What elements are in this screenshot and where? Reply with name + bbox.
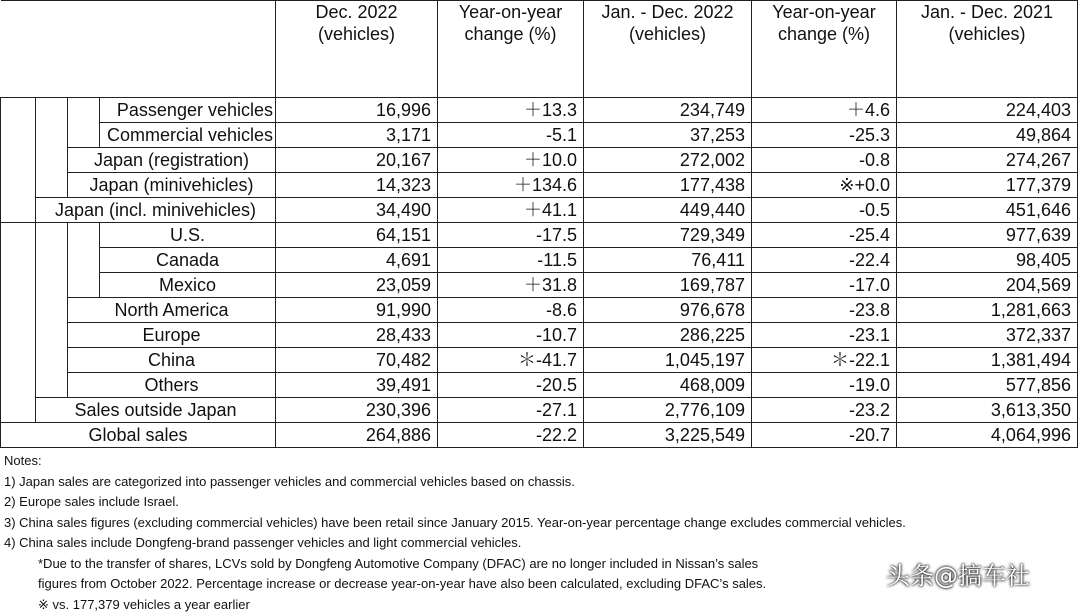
indent-cell xyxy=(36,298,68,323)
cell-value: -20.5 xyxy=(438,373,584,398)
cell-value: -22.4 xyxy=(752,248,897,273)
cell-value: ＋13.3 xyxy=(438,98,584,123)
indent-cell xyxy=(36,98,68,123)
cell-value: 3,225,549 xyxy=(584,423,752,448)
indent-cell xyxy=(36,148,68,173)
row-label: Japan (minivehicles) xyxy=(68,173,276,198)
indent-cell xyxy=(1,323,36,348)
cell-value: -17.0 xyxy=(752,273,897,298)
cell-value: 729,349 xyxy=(584,223,752,248)
table-row xyxy=(1,98,1078,123)
row-label: U.S. xyxy=(100,223,276,248)
cell-value: 4,064,996 xyxy=(897,423,1078,448)
indent-cell xyxy=(1,123,36,148)
table-row xyxy=(1,273,1078,298)
cell-value: 16,996 xyxy=(276,98,438,123)
table-row xyxy=(1,248,1078,273)
cell-value: 14,323 xyxy=(276,173,438,198)
cell-value: -10.7 xyxy=(438,323,584,348)
indent-cell xyxy=(36,373,68,398)
cell-value: 264,886 xyxy=(276,423,438,448)
note-item: 2) Europe sales include Israel. xyxy=(4,492,1080,513)
cell-value: 4,691 xyxy=(276,248,438,273)
notes-title: Notes: xyxy=(4,451,1080,472)
cell-value: -25.3 xyxy=(752,123,897,148)
cell-value: 98,405 xyxy=(897,248,1078,273)
cell-value: 28,433 xyxy=(276,323,438,348)
row-label: China xyxy=(68,348,276,373)
indent-cell xyxy=(36,123,68,148)
indent-cell xyxy=(68,223,100,248)
cell-value: -27.1 xyxy=(438,398,584,423)
cell-value: -23.2 xyxy=(752,398,897,423)
cell-value: -23.8 xyxy=(752,298,897,323)
cell-value: ＊-41.7 xyxy=(438,348,584,373)
indent-cell xyxy=(68,98,100,123)
cell-value: 3,171 xyxy=(276,123,438,148)
row-label: Canada xyxy=(100,248,276,273)
cell-value: 1,281,663 xyxy=(897,298,1078,323)
cell-value: ＋31.8 xyxy=(438,273,584,298)
watermark: 头条@搞车社 xyxy=(886,556,1030,591)
cell-value: 451,646 xyxy=(897,198,1078,223)
indent-cell xyxy=(36,248,68,273)
cell-value: -11.5 xyxy=(438,248,584,273)
table-row xyxy=(1,398,1078,423)
indent-cell xyxy=(1,373,36,398)
indent-cell xyxy=(36,348,68,373)
col-header-jan-dec-2021: Jan. - Dec. 2021 (vehicles) xyxy=(897,1,1078,98)
cell-value: 577,856 xyxy=(897,373,1078,398)
indent-cell xyxy=(1,248,36,273)
cell-value: ＋41.1 xyxy=(438,198,584,223)
table-row xyxy=(1,348,1078,373)
cell-value: 76,411 xyxy=(584,248,752,273)
table-row xyxy=(1,423,1078,448)
cell-value: 204,569 xyxy=(897,273,1078,298)
row-label: North America xyxy=(68,298,276,323)
cell-value: -0.5 xyxy=(752,198,897,223)
row-label: Global sales xyxy=(1,423,276,448)
cell-value: ※+0.0 xyxy=(752,173,897,198)
indent-cell xyxy=(68,273,100,298)
cell-value: 39,491 xyxy=(276,373,438,398)
cell-value: 274,267 xyxy=(897,148,1078,173)
asterisk-note: *Due to the transfer of shares, LCVs sold by Dongfeng Automotive Company (DFAC) are no longer included in Nissan’s sales xyxy=(4,554,1080,575)
cell-value: -17.5 xyxy=(438,223,584,248)
indent-cell xyxy=(1,98,36,123)
indent-cell xyxy=(36,323,68,348)
cell-value: 177,379 xyxy=(897,173,1078,198)
cell-value: 169,787 xyxy=(584,273,752,298)
cell-value: ＋10.0 xyxy=(438,148,584,173)
col-header-dec-2022: Dec. 2022 (vehicles) xyxy=(276,1,438,98)
cell-value: -19.0 xyxy=(752,373,897,398)
indent-cell xyxy=(68,123,100,148)
row-label: Japan (registration) xyxy=(68,148,276,173)
indent-cell xyxy=(1,223,36,248)
cell-value: -5.1 xyxy=(438,123,584,148)
cell-value: 230,396 xyxy=(276,398,438,423)
indent-cell xyxy=(1,298,36,323)
cell-value: 1,381,494 xyxy=(897,348,1078,373)
cell-value: 272,002 xyxy=(584,148,752,173)
cell-value: 3,613,350 xyxy=(897,398,1078,423)
table-row xyxy=(1,148,1078,173)
row-label: Mexico xyxy=(100,273,276,298)
cell-value: -25.4 xyxy=(752,223,897,248)
indent-cell xyxy=(1,198,36,223)
row-label: Others xyxy=(68,373,276,398)
note-item: 3) China sales figures (excluding commercial vehicles) have been retail since January 2015. Year-on-year percentage change excludes commercial vehicles. xyxy=(4,513,1080,534)
cell-value: -20.7 xyxy=(752,423,897,448)
cell-value: 23,059 xyxy=(276,273,438,298)
cell-value: -8.6 xyxy=(438,298,584,323)
table-row xyxy=(1,323,1078,348)
cell-value: ＋4.6 xyxy=(752,98,897,123)
table-row xyxy=(1,223,1078,248)
indent-cell xyxy=(36,273,68,298)
indent-cell xyxy=(1,398,36,423)
cell-value: -23.1 xyxy=(752,323,897,348)
indent-cell xyxy=(1,348,36,373)
cell-value: 34,490 xyxy=(276,198,438,223)
cell-value: 372,337 xyxy=(897,323,1078,348)
col-header-yoy-dec: Year-on-year change (%) xyxy=(438,1,584,98)
cell-value: ＋134.6 xyxy=(438,173,584,198)
cell-value: -22.2 xyxy=(438,423,584,448)
cell-value: 70,482 xyxy=(276,348,438,373)
cell-value: 976,678 xyxy=(584,298,752,323)
note-item: 1) Japan sales are categorized into passenger vehicles and commercial vehicles based on chassis. xyxy=(4,472,1080,493)
cell-value: 20,167 xyxy=(276,148,438,173)
row-label: Commercial vehicles xyxy=(100,123,276,148)
row-label: Europe xyxy=(68,323,276,348)
table-row xyxy=(1,373,1078,398)
note-item: 4) China sales include Dongfeng-brand passenger vehicles and light commercial vehicles. xyxy=(4,533,1080,554)
indent-cell xyxy=(36,173,68,198)
table-row xyxy=(1,198,1078,223)
cell-value: 449,440 xyxy=(584,198,752,223)
row-label: Passenger vehicles xyxy=(100,98,276,123)
indent-cell xyxy=(36,223,68,248)
indent-cell xyxy=(1,173,36,198)
cell-value: 37,253 xyxy=(584,123,752,148)
cell-value: 177,438 xyxy=(584,173,752,198)
cell-value: 224,403 xyxy=(897,98,1078,123)
indent-cell xyxy=(68,248,100,273)
cell-value: 977,639 xyxy=(897,223,1078,248)
header-row xyxy=(1,1,1078,98)
reference-mark-note: ※ vs. 177,379 vehicles a year earlier xyxy=(4,595,1080,615)
cell-value: 468,009 xyxy=(584,373,752,398)
col-header-yoy-year: Year-on-year change (%) xyxy=(752,1,897,98)
asterisk-note-cont: figures from October 2022. Percentage increase or decrease year-on-year have also been calculated, excluding DFAC’s sales. xyxy=(4,574,1080,595)
table-row xyxy=(1,298,1078,323)
cell-value: -0.8 xyxy=(752,148,897,173)
indent-cell xyxy=(1,148,36,173)
cell-value: 64,151 xyxy=(276,223,438,248)
cell-value: 2,776,109 xyxy=(584,398,752,423)
cell-value: 286,225 xyxy=(584,323,752,348)
cell-value: 49,864 xyxy=(897,123,1078,148)
col-header-jan-dec-2022: Jan. - Dec. 2022 (vehicles) xyxy=(584,1,752,98)
table-row xyxy=(1,173,1078,198)
row-label: Sales outside Japan xyxy=(36,398,276,423)
indent-cell xyxy=(1,273,36,298)
row-label: Japan (incl. minivehicles) xyxy=(36,198,276,223)
cell-value: 91,990 xyxy=(276,298,438,323)
table-row xyxy=(1,123,1078,148)
cell-value: 234,749 xyxy=(584,98,752,123)
header-label-cell xyxy=(1,1,276,98)
cell-value: 1,045,197 xyxy=(584,348,752,373)
cell-value: ＊-22.1 xyxy=(752,348,897,373)
